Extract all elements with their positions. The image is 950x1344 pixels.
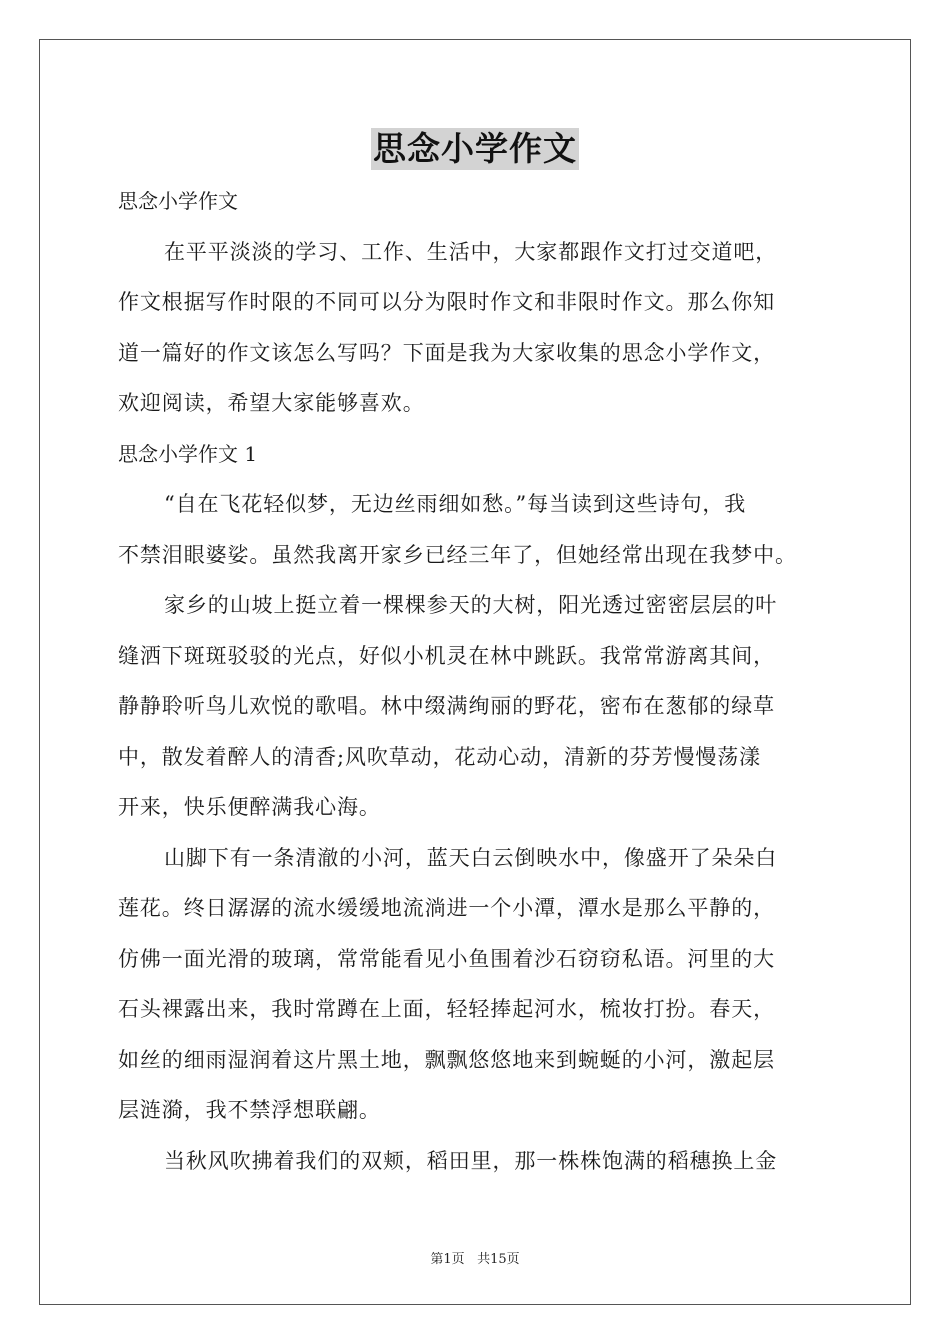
paragraph-line: 家乡的山坡上挺立着一棵棵参天的大树，阳光透过密密层层的叶: [164, 593, 778, 617]
page-title: 思念小学作文: [373, 129, 577, 168]
paragraph-line: 仿佛一面光滑的玻璃，常常能看见小鱼围着沙石窃窃私语。河里的大: [118, 946, 775, 971]
paragraph-2: [118, 580, 834, 833]
paragraph-1: [118, 479, 834, 580]
paragraph-line: 静静聆听鸟儿欢悦的歌唱。林中缀满绚丽的野花，密布在葱郁的绿草: [118, 694, 775, 718]
paragraph-line: 石头裸露出来，我时常蹲在上面，轻轻捧起河水，梳妆打扮。春天，: [118, 997, 775, 1021]
page-footer: [0, 1248, 950, 1267]
page-total: 共15页: [477, 1252, 520, 1267]
paragraph-line: 开来，快乐便醉满我心海。: [118, 795, 381, 819]
paragraph-line: 道一篇好的作文该怎么写吗？下面是我为大家收集的思念小学作文，: [118, 340, 775, 365]
paragraph-line: 作文根据写作时限的不同可以分为限时作文和非限时作文。那么你知: [118, 290, 775, 314]
paragraph-line: 中，散发着醉人的清香;风吹草动，花动心动，清新的芬芳慢慢荡漾: [118, 744, 762, 769]
intro-paragraph: [118, 227, 834, 429]
paragraph-line: 不禁泪眼婆娑。虽然我离开家乡已经三年了，但她经常出现在我梦中。: [118, 542, 797, 567]
paragraph-line: 莲花。终日潺潺的流水缓缓地流淌进一个小潭，潭水是那么平静的，: [118, 896, 775, 920]
paragraph-line: 在平平淡淡的学习、工作、生活中，大家都跟作文打过交道吧，: [164, 239, 778, 264]
title-wrap: [0, 128, 950, 170]
document-body: [118, 176, 834, 1186]
section-heading: 思念小学作文 1: [118, 441, 258, 466]
document-subtitle: 思念小学作文: [118, 189, 238, 213]
paragraph-4: [118, 1136, 834, 1187]
page-number: 第1页: [430, 1252, 465, 1267]
paragraph-line: “自在飞花轻似梦，无边丝雨细如愁。”每当读到这些诗句，我: [164, 492, 747, 516]
paragraph-3: [118, 833, 834, 1136]
paragraph-line: 缝洒下斑斑驳驳的光点，好似小机灵在林中跳跃。我常常游离其间，: [118, 643, 775, 668]
paragraph-line: 欢迎阅读，希望大家能够喜欢。: [118, 391, 425, 415]
paragraph-line: 当秋风吹拂着我们的双颊，稻田里，那一株株饱满的稻穗换上金: [164, 1148, 778, 1173]
paragraph-line: 山脚下有一条清澈的小河，蓝天白云倒映水中，像盛开了朵朵白: [164, 845, 778, 870]
paragraph-line: 层涟漪，我不禁浮想联翩。: [118, 1098, 381, 1122]
paragraph-line: 如丝的细雨湿润着这片黑土地，飘飘悠悠地来到蜿蜒的小河，激起层: [118, 1047, 775, 1072]
